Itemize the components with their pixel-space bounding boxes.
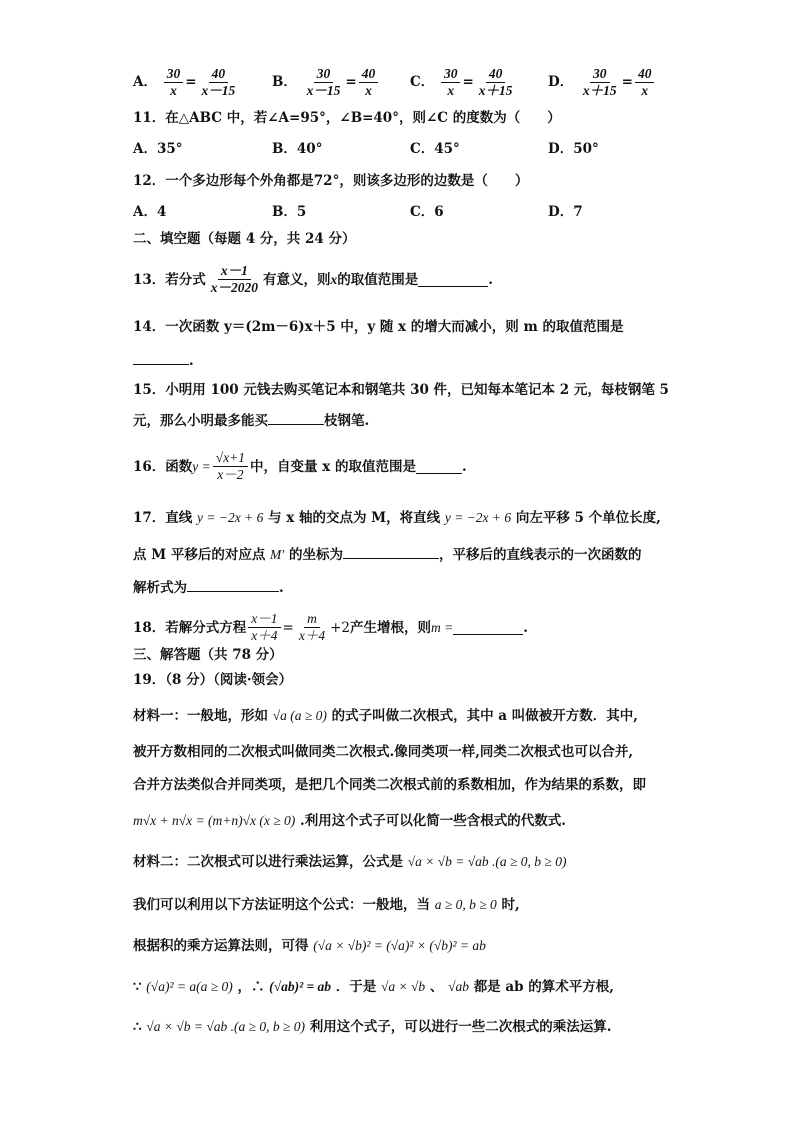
- fraction: $\frac{x-1}{x-2020}$: [210, 263, 259, 295]
- q17-question-cont2: 解析式为 .: [133, 577, 284, 598]
- material2-line4: ∵ (√a)² = a(a ≥ 0) ，∴ (√ab)² = ab ．于是 √a × √b 、 √ab 都是 ab 的算术平方根,: [133, 979, 614, 995]
- material1-line4: m√x + n√x = (m+n)√x (x ≥ 0) .利用这个式子可以化简一些含根式的代数式.: [133, 813, 566, 829]
- answer-blank[interactable]: [268, 410, 324, 425]
- fraction: $\frac{x-1}{x+4}$: [248, 611, 280, 644]
- q18-question: 18．若解分式方程 $\frac{x-1}{x+4}$ = $\frac{m}{x+4}$ +2 产生增根，则 m = .: [133, 611, 528, 643]
- q10-option-d[interactable]: D． $\frac{30}{x+15}$ = $\frac{40}{x}$: [548, 66, 656, 99]
- material1-line3: 合并方法类似合并同类项，是把几个同类二次根式前的系数相加，作为结果的系数，即: [133, 777, 646, 793]
- answer-blank[interactable]: [187, 577, 279, 592]
- q15-question: 15．小明用 100 元钱去购买笔记本和钢笔共 30 件，已知每本笔记本 2 元，每枝钢笔 5: [133, 382, 669, 398]
- q11-option-c[interactable]: C．45°: [410, 141, 460, 157]
- q19-header: 19．（8 分）（阅读·领会）: [133, 672, 293, 688]
- answer-blank[interactable]: [453, 620, 523, 635]
- q11-option-b[interactable]: B．40°: [272, 141, 323, 157]
- q14-answer-line: .: [133, 350, 194, 371]
- fraction: $\frac{√x+1}{x-2}$: [213, 450, 248, 483]
- material2-line1: 材料二：二次根式可以进行乘法运算，公式是 √a × √b = √ab .(a ≥ 0, b ≥ 0): [133, 854, 567, 870]
- q17-question-cont: 点 M 平移后的对应点 M′ 的坐标为 ，平移后的直线表示的一次函数的: [133, 544, 641, 565]
- answer-blank[interactable]: [416, 459, 462, 474]
- section-heading-fill-in: 二、填空题（每题 4 分，共 24 分）: [133, 231, 356, 247]
- fraction: $\frac{30}{x-15}$: [306, 66, 341, 98]
- material1-line1: 材料一：一般地，形如 √a (a ≥ 0) 的式子叫做二次根式，其中 a 叫做被开方数．其中,: [133, 708, 638, 724]
- fraction: $\frac{40}{x-15}$: [201, 66, 236, 98]
- fraction: $\frac{40}{x}$: [359, 66, 379, 99]
- answer-blank[interactable]: [133, 350, 189, 365]
- answer-blank[interactable]: [418, 272, 488, 287]
- fraction: $\frac{30}{x}$: [164, 66, 184, 99]
- q12-option-c[interactable]: C．6: [410, 204, 444, 220]
- material2-line3: 根据积的乘方运算法则，可得 (√a × √b)² = (√a)² × (√b)² = ab: [133, 938, 486, 954]
- q10-option-a[interactable]: A． $\frac{30}{x}$ = $\frac{40}{x-15}$: [133, 66, 240, 99]
- q12-option-b[interactable]: B．5: [272, 204, 307, 220]
- q17-question: 17．直线 y = −2x + 6 与 x 轴的交点为 M，将直线 y = −2x + 6 向左平移 5 个单位长度,: [133, 510, 661, 526]
- fraction: $\frac{30}{x+15}$: [582, 66, 617, 98]
- q11-option-d[interactable]: D．50°: [548, 141, 599, 157]
- q16-question: 16．函数 y = $\frac{√x+1}{x-2}$ 中，自变量 x 的取值范围是 .: [133, 450, 467, 482]
- answer-blank[interactable]: [343, 544, 439, 559]
- section-heading-solve: 三、解答题（共 78 分）: [133, 647, 283, 663]
- q10-option-c[interactable]: C． $\frac{30}{x}$ = $\frac{40}{x+15}$: [410, 66, 518, 99]
- q10-option-b[interactable]: B． $\frac{30}{x-15}$ = $\frac{40}{x}$: [272, 66, 380, 99]
- q11-question: 11．在△ABC 中，若∠A=95°，∠B=40°，则∠C 的度数为（ ）: [133, 110, 561, 126]
- q12-question: 12．一个多边形每个外角都是72°，则该多边形的边数是（ ）: [133, 173, 529, 189]
- q11-option-a[interactable]: A．35°: [133, 141, 183, 157]
- q15-question-cont: 元，那么小明最多能买 枝钢笔.: [133, 410, 369, 431]
- material2-line2: 我们可以利用以下方法证明这个公式：一般地，当 a ≥ 0, b ≥ 0 时,: [133, 897, 520, 913]
- q12-option-a[interactable]: A．4: [133, 204, 167, 220]
- fraction: $\frac{40}{x}$: [635, 66, 655, 99]
- material1-line2: 被开方数相同的二次根式叫做同类二次根式.像同类项一样,同类二次根式也可以合并,: [133, 744, 634, 760]
- fraction: $\frac{m}{x+4}$: [298, 611, 326, 643]
- q14-question: 14．一次函数 y＝(2m－6)x＋5 中，y 随 x 的增大而减小，则 m 的取值范围是: [133, 319, 624, 335]
- q12-option-d[interactable]: D．7: [548, 204, 583, 220]
- fraction: $\frac{40}{x+15}$: [478, 66, 513, 98]
- q13-question: 13．若分式 $\frac{x-1}{x-2020}$ 有意义，则 x 的取值范围是 .: [133, 263, 493, 295]
- material2-line5: ∴ √a × √b = √ab .(a ≥ 0, b ≥ 0) 利用这个式子，可以进行一些二次根式的乘法运算.: [133, 1019, 612, 1035]
- fraction: $\frac{30}{x}$: [441, 66, 461, 99]
